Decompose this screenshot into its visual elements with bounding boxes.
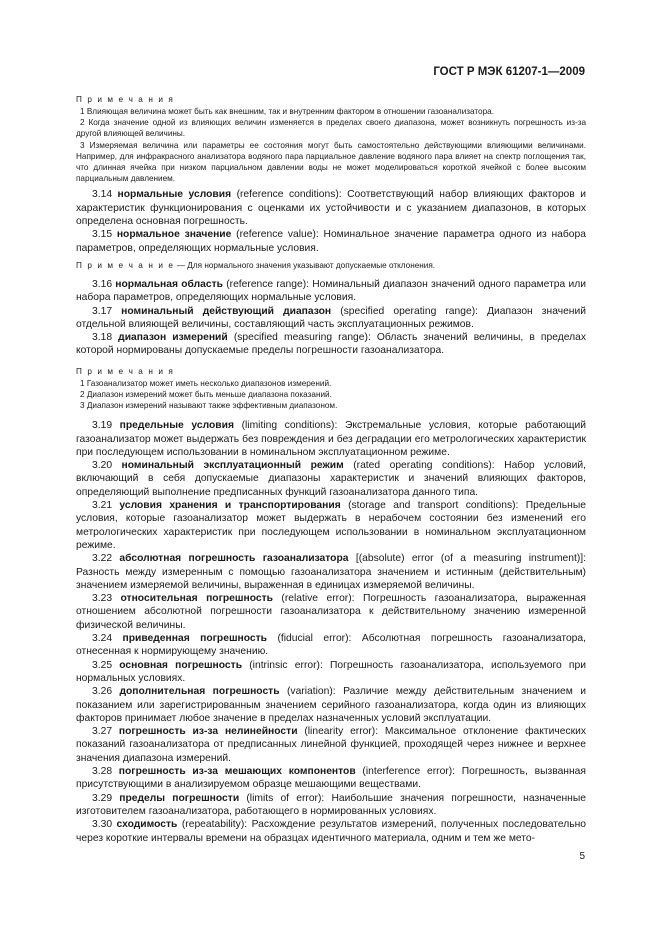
doc-code-header: ГОСТ Р МЭК 61207-1—2009	[433, 66, 585, 78]
note-item: 2 Когда значение одной из влияющих величин изменяется в пределах своего диапазона, может возникнуть погрешность из-за другой влияющей величины.	[76, 118, 586, 139]
term-name: нормальное значение	[116, 229, 232, 241]
term-name: основная погрешность	[119, 659, 243, 671]
note-item: 3 Диапазон измерений называют также эффективным диапазоном.	[80, 401, 338, 411]
note-3-15: П р и м е ч а н и е — Для нормального значения указывают допускаемые отклонения.	[76, 260, 436, 270]
term-3-15: 3.15 нормальное значение (reference value): Номинальное значение параметра одного из набора параметров, определяющих нормальные условия.	[76, 229, 586, 254]
term-name: сходимость	[116, 819, 178, 831]
term-name: погрешность из-за нелинейности	[118, 726, 298, 738]
notes-title: П р и м е ч а н и я	[76, 95, 175, 104]
term-3-18: 3.18 диапазон измерений (specified measuring range): Область значений величины, в пределах которой нормированы допускаемые пределы погрешности газоанализатора.	[76, 332, 587, 357]
term-3-24: 3.24 приведенная погрешность (fiducial error): Абсолютная погрешность газоанализатора, отнесенная к нормирующему значению.	[76, 633, 586, 658]
term-3-27: 3.27 погрешность из-за нелинейности (linearity error): Максимальное отклонение фактических показаний газоанализатора от предписанных линейной функцией, проходящей через нижнее и верхнее значения диапазона измерений.	[76, 726, 586, 764]
page-number: 5	[579, 851, 585, 862]
term-name: дополнительная погрешность	[119, 686, 280, 698]
term-name: нормальные условия	[117, 189, 232, 201]
term-3-29: 3.29 пределы погрешности (limits of error): Наибольшие значения погрешности, назначенные изготовителем газоанализатора, работающего в нормированных условиях.	[76, 792, 586, 817]
term-3-19: 3.19 предельные условия (limiting conditions): Экстремальные условия, которые работающий газоанализатор может выдержать без повреждения и без деградации его метрологических характеристик при последующем использовании в номинальном эксплуатационном режиме.	[76, 420, 586, 458]
term-name: относительная погрешность	[120, 593, 273, 605]
notes-block-2	[76, 366, 586, 412]
term-name: условия хранения и транспортирования	[119, 500, 341, 512]
term-name: нормальная область	[115, 278, 223, 290]
term-3-17: 3.17 номинальный действующий диапазон (specified operating range): Диапазон значений отдельной влияющей величины, составляющий часть эксплуатационных режимов.	[76, 305, 586, 330]
term-3-16: 3.16 нормальная область (reference range): Номинальный диапазон значений одного параметра или набора параметров, определяющих нормальные условия.	[76, 278, 586, 304]
term-3-23: 3.23 относительная погрешность (relative error): Погрешность газоанализатора, выраженная отношением абсолютной погрешности газоанализатора к действительному значению измеренной физической величины.	[76, 593, 586, 631]
term-name: диапазон измерений	[118, 332, 228, 344]
notes-block-1	[76, 94, 586, 184]
term-3-22: 3.22 абсолютная погрешность газоанализатора [(absolute) error (of a measuring instrument)]: Разность между измеренным с помощью газоанализатора значением и истинным (действительным) значением измеряемой величины, выраженная в единицах измеряемой величины.	[76, 553, 586, 591]
note-item: 3 Измеряемая величина или параметры ее состояния могут быть самостоятельно действующими влияющими величинами. Например, для инфракрасного анализатора водяного пара парциальное давление водяного пара влияет на спектр поглощения так, что длинная ячейка при низком парциальном давлении воды не может моделироваться короткой ячейкой с более высоким парциальным давлением.	[76, 140, 586, 184]
note-item: 2 Диапазон измерений может быть меньше диапазона показаний.	[80, 389, 332, 399]
notes-title: П р и м е ч а н и я	[76, 366, 175, 376]
note-item: 1 Влияющая величина может быть как внешним, так и внутренним фактором в отношении газоанализатора.	[80, 107, 494, 116]
term-name: приведенная погрешность	[122, 633, 268, 645]
note-item: 1 Газоанализатор может иметь несколько диапазонов измерений.	[80, 378, 332, 388]
term-name: погрешность из-за мешающих компонентов	[118, 766, 356, 778]
term-name: пределы погрешности	[119, 792, 240, 804]
term-name: номинальный эксплуатационный режим	[121, 460, 344, 472]
term-3-20: 3.20 номинальный эксплуатационный режим (rated operating conditions): Набор условий, включающий в себя допускаемые диапазоны характеристик и значений влияющих факторов, определяющий выполнение предписанных функций газоанализатора данного типа.	[76, 460, 586, 498]
page-content	[76, 94, 586, 845]
term-3-21: 3.21 условия хранения и транспортирования (storage and transport conditions): Предельные условия, которые газоанализатор может выдержать в нерабочем состоянии без изменений его метрологических характеристик при последующем использовании в номинальном эксплуатационном режиме.	[76, 500, 586, 551]
term-3-14: 3.14 нормальные условия (reference conditions): Соответствующий набор влияющих факторов и характеристик функционирования с оценками их устойчивости и с указанием диапазонов, в которых определена основная погрешность.	[76, 189, 586, 228]
term-name: предельные условия	[119, 420, 234, 432]
term-3-25: 3.25 основная погрешность (intrinsic error): Погрешность газоанализатора, используемого при нормальных условиях.	[76, 659, 586, 684]
term-3-28: 3.28 погрешность из-за мешающих компонентов (interference error): Погрешность, вызванная присутствующими в анализируемом образце мешающими веществами.	[76, 766, 586, 791]
term-3-26: 3.26 дополнительная погрешность (variation): Различие между действительным значением и показанием или зарегистрированным значением серийного газоанализатора, когда один из влияющих факторов принимает любое значение в пределах назначенных условий эксплуатации.	[76, 686, 586, 724]
term-3-30: 3.30 сходимость (repeatability): Расхождение результатов измерений, полученных последовательно через короткие интервалы времени на образцах идентичного материала, одним и тем же мето-	[76, 819, 586, 844]
term-name: абсолютная погрешность газоанализатора	[119, 553, 349, 565]
term-name: номинальный действующий диапазон	[121, 305, 332, 317]
